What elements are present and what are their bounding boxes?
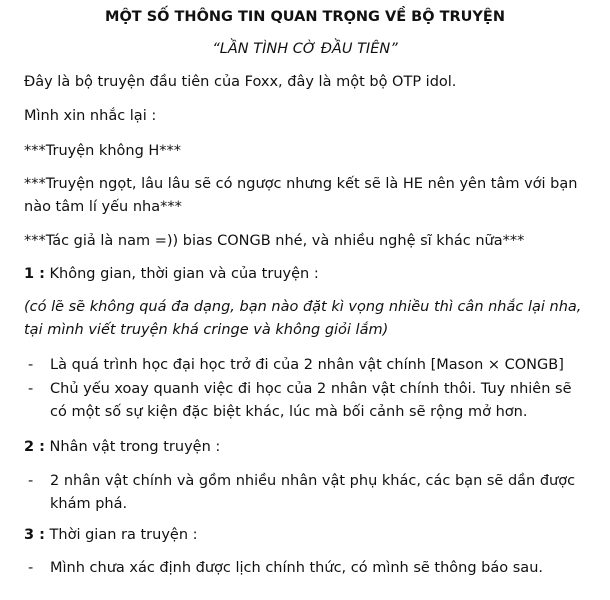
list-item-text: Chủ yếu xoay quanh việc đi học của 2 nhân vật chính thôi. Tuy nhiên sẽ có một số sự kiện đặc biệt khác, lúc mà bối cảnh sẽ rộng mở hơn. [50, 381, 572, 420]
section-2-heading [24, 436, 588, 459]
note-sweet-ending: ***Truyện ngọt, lâu lâu sẽ có ngược nhưng kết sẽ là HE nên yên tâm với bạn nào tâm lí yếu nha*** [24, 176, 578, 215]
remind-paragraph: Mình xin nhắc lại : [24, 108, 157, 124]
section-3-heading [24, 524, 588, 547]
bullet-dash: - [28, 473, 34, 489]
intro-paragraph: Đây là bộ truyện đầu tiên của Foxx, đây là một bộ OTP idol. [24, 74, 457, 90]
list-item-text: Mình chưa xác định được lịch chính thức, có mình sẽ thông báo sau. [50, 560, 543, 576]
note-no-h: ***Truyện không H*** [24, 143, 182, 159]
list-item [24, 557, 588, 580]
story-title: “LẦN TÌNH CỜ ĐẦU TIÊN” [212, 41, 398, 57]
list-item [24, 378, 588, 424]
section-1-heading [24, 263, 588, 286]
bullet-dash: - [28, 357, 34, 373]
bullet-dash: - [28, 560, 34, 576]
section-2-number: 2 : [24, 439, 45, 455]
bullet-dash: - [28, 381, 34, 397]
section-2-title: Nhân vật trong truyện : [44, 439, 221, 455]
section-3-title: Thời gian ra truyện : [44, 527, 198, 543]
section-3-number: 3 : [24, 527, 45, 543]
list-item-text: Là quá trình học đại học trở đi của 2 nhân vật chính [Mason × CONGB] [50, 357, 564, 373]
list-item [24, 354, 588, 377]
list-item-text: 2 nhân vật chính và gồm nhiều nhân vật phụ khác, các bạn sẽ dần được khám phá. [50, 473, 576, 512]
note-author: ***Tác giả là nam =)) bias CONGB nhé, và nhiều nghệ sĩ khác nữa*** [24, 233, 525, 249]
list-item [24, 470, 588, 516]
section-1-title: Không gian, thời gian và của truyện : [44, 266, 319, 282]
section-1-note: (có lẽ sẽ không quá đa dạng, bạn nào đặt kì vọng nhiều thì cân nhắc lại nha, tại mình viết truyện khá cringe và không giỏi lắm) [24, 299, 582, 338]
section-1-number: 1 : [24, 266, 45, 282]
document-title: MỘT SỐ THÔNG TIN QUAN TRỌNG VỀ BỘ TRUYỆN [105, 9, 505, 25]
